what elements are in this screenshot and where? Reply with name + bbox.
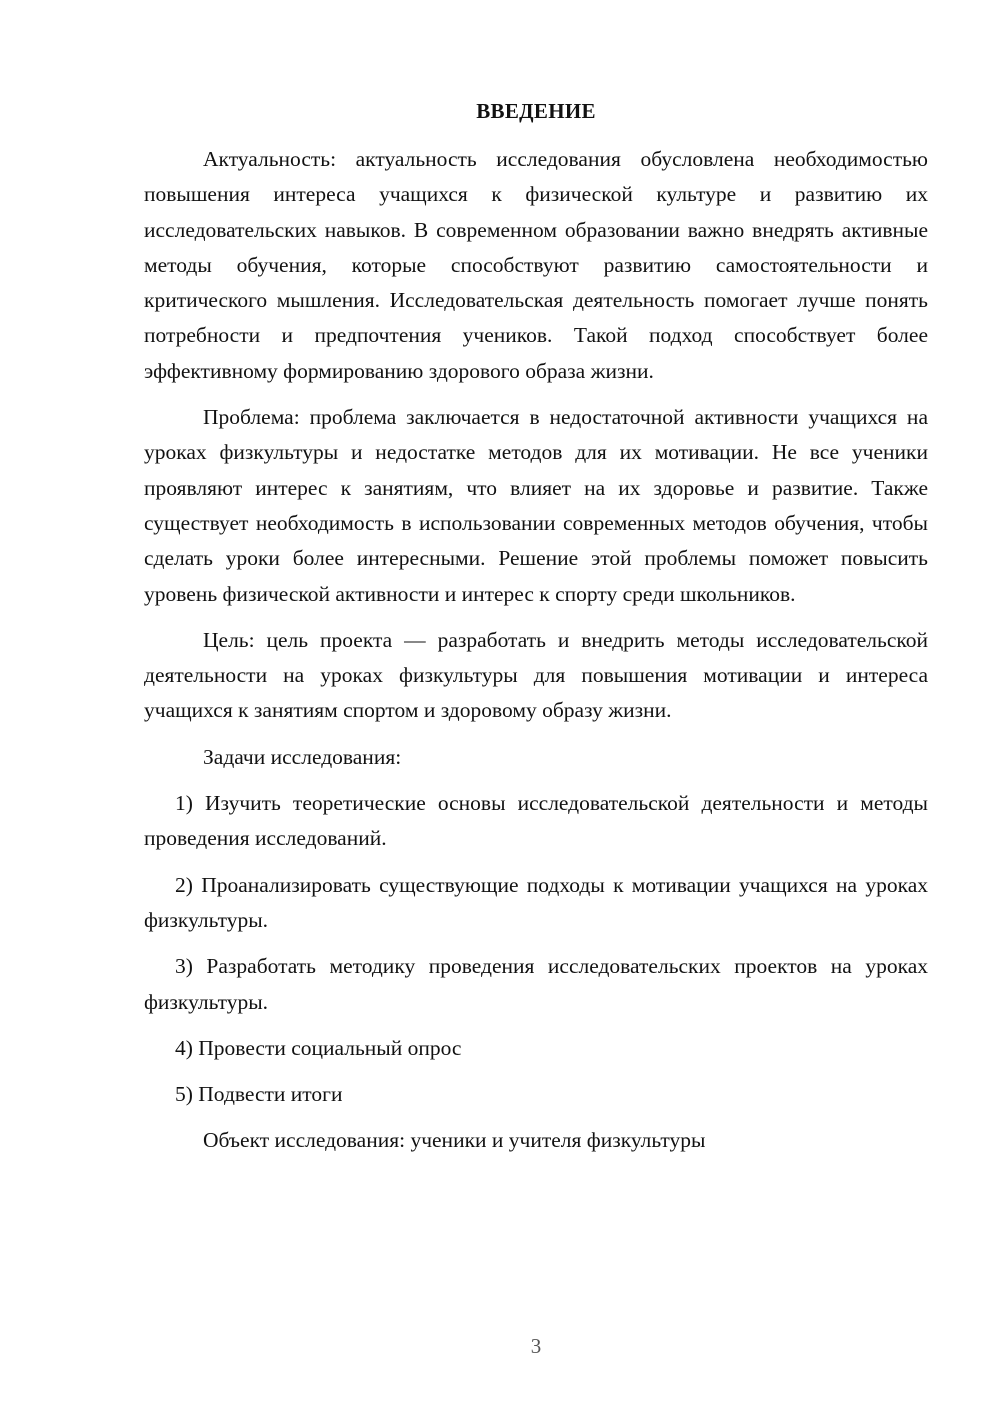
relevance-paragraph: Актуальность: актуальность исследования обусловлена необходимостью повышения интереса учащихся к физической культуре и развитию их исследовательских навыков. В современном образовании важно внедрять активные методы обучения, которые способствуют развитию самостоятельности и критического мышления. Исследовательская деятельность помогает лучше понять потребности и предпочтения учеников. Такой подход способствует более эффективному формированию здорового образа жизни. <box>144 147 928 383</box>
goal-paragraph: Цель: цель проекта — разработать и внедрить методы исследовательской деятельности на уроках физкультуры для повышения мотивации и интереса учащихся к занятиям спортом и здоровому образу жизни. <box>144 627 928 723</box>
task-item-1: 1) Изучить теоретические основы исследовательской деятельности и методы проведения исследований. <box>144 791 928 851</box>
page-number: 3 <box>530 1334 542 1358</box>
object-paragraph: Объект исследования: ученики и учителя физкультуры <box>203 1128 706 1153</box>
task-item-2: 2) Проанализировать существующие подходы к мотивации учащихся на уроках физкультуры. <box>144 872 928 932</box>
section-title: ВВЕДЕНИЕ <box>476 99 596 123</box>
task-item-4: 4) Провести социальный опрос <box>175 1035 462 1060</box>
tasks-heading: Задачи исследования: <box>203 744 402 769</box>
task-item-3: 3) Разработать методику проведения исследовательских проектов на уроках физкультуры. <box>144 954 928 1014</box>
document-body <box>144 142 928 1170</box>
task-item-5: 5) Подвести итоги <box>175 1082 343 1107</box>
problem-paragraph: Проблема: проблема заключается в недостаточной активности учащихся на уроках физкультуры и недостатке методов для их мотивации. Не все ученики проявляют интерес к занятиям, что влияет на их здоровье и развитие. Также существует необходимость в использовании современных методов обучения, чтобы сделать уроки более интересными. Решение этой проблемы поможет повысить уровень физической активности и интерес к спорту среди школьников. <box>144 405 928 606</box>
